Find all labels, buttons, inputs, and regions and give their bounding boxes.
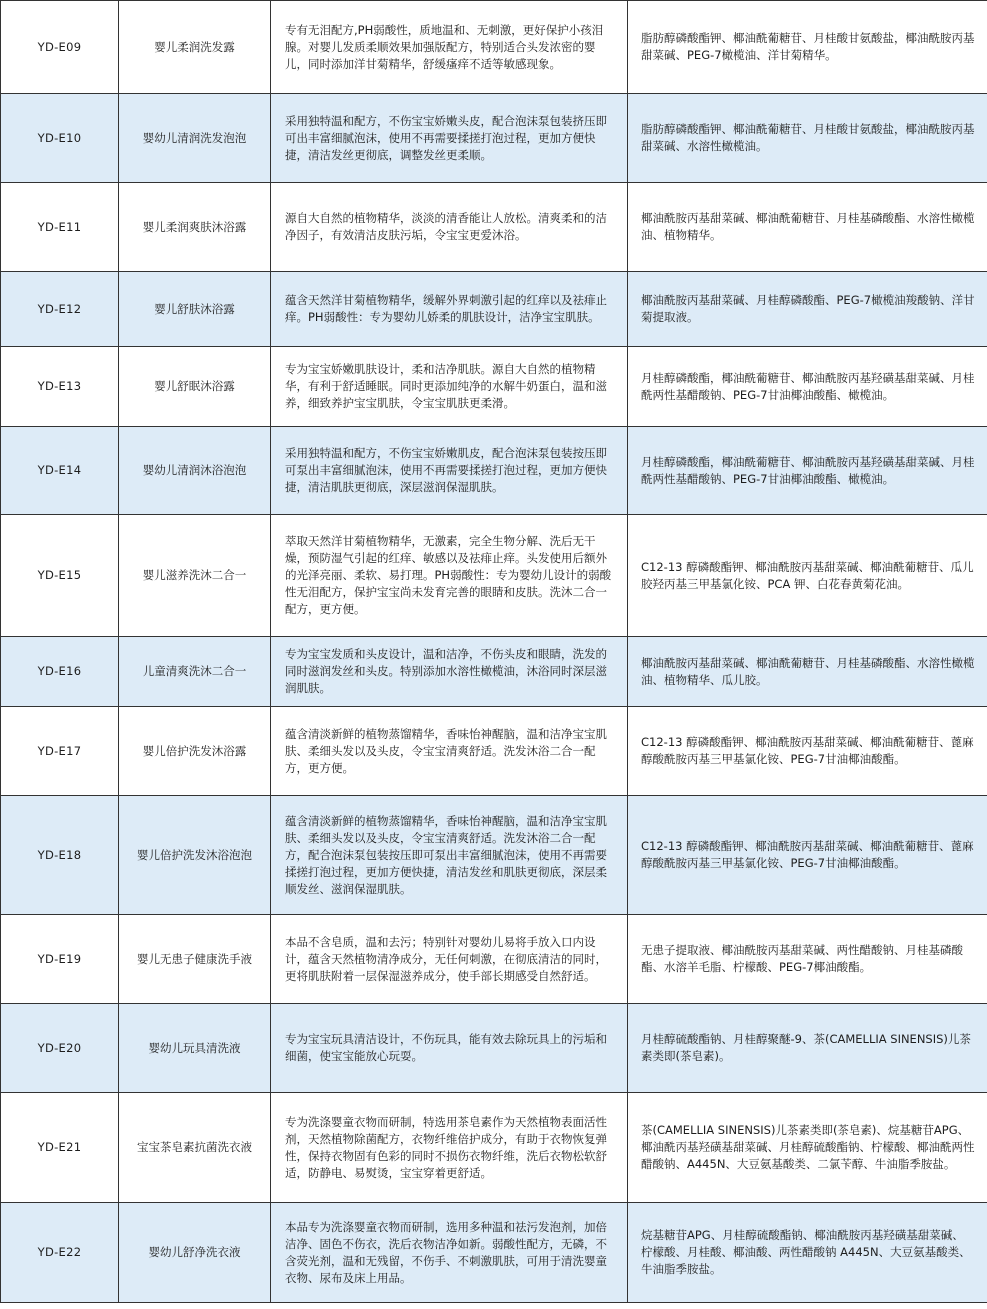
table-row: [1, 915, 987, 1004]
product-name: 婴幼儿舒净洗衣液: [119, 1203, 271, 1303]
product-description: 专为宝宝娇嫩肌肤设计，柔和洁净肌肤。源自大自然的植物精华，有利于舒适睡眠。同时更添加纯净的水解牛奶蛋白，温和滋养，细致养护宝宝肌肤，令宝宝肌肤更柔滑。: [271, 347, 628, 427]
table-row: [1, 272, 987, 347]
product-description: 蕴含清淡新鲜的植物蒸馏精华，香味怡神醒脑，温和洁净宝宝肌肤、柔细头发以及头皮，令宝宝清爽舒适。洗发沐浴二合一配方，更方便。: [271, 707, 628, 796]
product-code: YD-E21: [1, 1093, 119, 1203]
table-row: [1, 1093, 987, 1203]
product-ingredients: 脂肪醇磷酸酯钾、椰油酰葡糖苷、月桂酸甘氨酸盐，椰油酰胺丙基甜菜碱、水溶性橄榄油。: [628, 94, 987, 183]
product-description: 专为洗涤婴童衣物而研制，特选用茶皂素作为天然植物表面活性剂，天然植物除菌配方，衣物纤维倍护成分，有助于衣物恢复弹性，保持衣物固有色彩的同时不损伤衣物纤维，洗后衣物松软舒适，防静电、易熨烫，宝宝穿着更舒适。: [271, 1093, 628, 1203]
product-name: 宝宝茶皂素抗菌洗衣液: [119, 1093, 271, 1203]
product-ingredients: C12-13 醇磷酸酯钾、椰油酰胺丙基甜菜碱、椰油酰葡糖苷、蓖麻醇酸酰胺丙基三甲基氯化铵、PEG-7甘油椰油酸酯。: [628, 707, 987, 796]
product-name: 婴儿无患子健康洗手液: [119, 915, 271, 1004]
product-description: 专有无泪配方,PH弱酸性，质地温和、无刺激，更好保护小孩泪腺。对婴儿发质柔顺效果加强版配方，特别适合头发浓密的婴儿，同时添加洋甘菊精华，舒缓瘙痒不适等敏感现象。: [271, 1, 628, 94]
table-row: [1, 637, 987, 707]
product-code: YD-E14: [1, 427, 119, 515]
product-description: 源自大自然的植物精华，淡淡的清香能让人放松。清爽柔和的洁净因子，有效清洁皮肤污垢，令宝宝更爱沐浴。: [271, 183, 628, 272]
product-ingredients: 无患子提取液、椰油酰胺丙基甜菜碱、两性醋酸钠、月桂基磷酸酯、水溶羊毛脂、柠檬酸、PEG-7椰油酸酯。: [628, 915, 987, 1004]
table-row: [1, 1, 987, 94]
product-code: YD-E19: [1, 915, 119, 1004]
product-ingredients: C12-13 醇磷酸酯钾、椰油酰胺丙基甜菜碱、椰油酰葡糖苷、瓜儿胶羟丙基三甲基氯化铵、PCA 钾、白花春黄菊花油。: [628, 515, 987, 637]
product-name: 婴儿倍护洗发沐浴露: [119, 707, 271, 796]
table-row: [1, 183, 987, 272]
table-row: [1, 427, 987, 515]
product-ingredients: 烷基糖苷APG、月桂醇硫酸酯钠、椰油酰胺丙基羟磺基甜菜碱、柠檬酸、月桂酸、椰油酸、两性醋酸钠 A445N、大豆氨基酸类、牛油脂季胺盐。: [628, 1203, 987, 1303]
product-ingredients: C12-13 醇磷酸酯钾、椰油酰胺丙基甜菜碱、椰油酰葡糖苷、蓖麻醇酸酰胺丙基三甲基氯化铵、PEG-7甘油椰油酸酯。: [628, 796, 987, 915]
product-name: 婴儿柔润爽肤沐浴露: [119, 183, 271, 272]
product-ingredients: 脂肪醇磷酸酯钾、椰油酰葡糖苷、月桂酸甘氨酸盐，椰油酰胺丙基甜菜碱、PEG-7橄榄油、洋甘菊精华。: [628, 1, 987, 94]
product-ingredients: 茶(CAMELLIA SINENSIS)儿茶素类即(茶皂素)、烷基糖苷APG、椰油酰丙基羟磺基甜菜碱、月桂醇硫酸酯钠、柠檬酸、椰油酰两性醋酸钠、A445N、大豆氨基酸类、二氯苄醇、牛油脂季胺盐。: [628, 1093, 987, 1203]
product-ingredients: 椰油酰胺丙基甜菜碱、椰油酰葡糖苷、月桂基磷酸酯、水溶性橄榄油、植物精华、瓜儿胶。: [628, 637, 987, 707]
product-ingredients: 椰油酰胺丙基甜菜碱、月桂醇磷酸酯、PEG-7橄榄油羧酸钠、洋甘菊提取液。: [628, 272, 987, 347]
product-name: 婴儿倍护洗发沐浴泡泡: [119, 796, 271, 915]
product-code: YD-E17: [1, 707, 119, 796]
table-row: [1, 94, 987, 183]
product-description: 采用独特温和配方，不伤宝宝娇嫩肌皮，配合泡沫泵包装按压即可泵出丰富细腻泡沫，使用不再需要揉搓打泡过程，更加方便快捷，清洁肌肤更彻底，深层滋润保湿肌肤。: [271, 427, 628, 515]
product-ingredients: 月桂醇磷酸酯，椰油酰葡糖苷、椰油酰胺丙基羟磺基甜菜碱、月桂酰两性基醋酸钠、PEG-7甘油椰油酸酯、橄榄油。: [628, 427, 987, 515]
product-code: YD-E20: [1, 1004, 119, 1093]
product-name: 婴儿柔润洗发露: [119, 1, 271, 94]
product-code: YD-E16: [1, 637, 119, 707]
product-name: 婴幼儿玩具清洗液: [119, 1004, 271, 1093]
product-code: YD-E22: [1, 1203, 119, 1303]
table-row: [1, 515, 987, 637]
product-description: 本品不含皂质，温和去污；特别针对婴幼儿易将手放入口内设计，蕴含天然植物清净成分，无任何刺激，在彻底清洁的同时，更将肌肤附着一层保湿滋养成分，使手部长期感受自然舒适。: [271, 915, 628, 1004]
table-row: [1, 1004, 987, 1093]
product-description: 采用独特温和配方，不伤宝宝娇嫩头皮，配合泡沫泵包装挤压即可出丰富细腻泡沫，使用不再需要揉搓打泡过程，更加方便快捷，清洁发丝更彻底，调整发丝更柔顺。: [271, 94, 628, 183]
product-name: 婴儿滋养洗沐二合一: [119, 515, 271, 637]
table-row: [1, 347, 987, 427]
product-code: YD-E11: [1, 183, 119, 272]
table-row: [1, 1203, 987, 1303]
product-description: 萃取天然洋甘菊植物精华，无激素，完全生物分解、洗后无干燥，预防湿气引起的红痒、敏感以及祛痱止痒。头发使用后额外的光泽亮丽、柔软、易打理。PH弱酸性：专为婴幼儿设计的弱酸性无泪配方，保护宝宝尚未发育完善的眼睛和皮肤。洗沐二合一配方，更方便。: [271, 515, 628, 637]
product-code: YD-E18: [1, 796, 119, 915]
product-code: YD-E09: [1, 1, 119, 94]
product-code: YD-E10: [1, 94, 119, 183]
product-description: 专为宝宝发质和头皮设计，温和洁净，不伤头皮和眼睛，洗发的同时滋润发丝和头皮。特别添加水溶性橄榄油，沐浴同时深层滋润肌肤。: [271, 637, 628, 707]
product-description: 专为宝宝玩具清洁设计，不伤玩具，能有效去除玩具上的污垢和细菌，使宝宝能放心玩耍。: [271, 1004, 628, 1093]
product-name: 婴儿舒眠沐浴露: [119, 347, 271, 427]
table-row: [1, 707, 987, 796]
product-name: 婴幼儿清润洗发泡泡: [119, 94, 271, 183]
product-code: YD-E15: [1, 515, 119, 637]
product-name: 儿童清爽洗沐二合一: [119, 637, 271, 707]
product-ingredients: 椰油酰胺丙基甜菜碱、椰油酰葡糖苷、月桂基磷酸酯、水溶性橄榄油、植物精华。: [628, 183, 987, 272]
product-name: 婴幼儿清润沐浴泡泡: [119, 427, 271, 515]
product-description: 本品专为洗涤婴童衣物而研制，选用多种温和祛污发泡剂，加倍洁净、固色不伤衣，洗后衣物洁净如新。弱酸性配方，无磷，不含荧光剂，温和无残留，不伤手、不刺激肌肤，可用于清洗婴童衣物、尿布及床上用品。: [271, 1203, 628, 1303]
product-name: 婴儿舒肤沐浴露: [119, 272, 271, 347]
product-description: 蕴含清淡新鲜的植物蒸馏精华，香味怡神醒脑，温和洁净宝宝肌肤、柔细头发以及头皮，令宝宝清爽舒适。洗发沐浴二合一配方，配合泡沫泵包装按压即可泵出丰富细腻泡沫，使用不再需要揉搓打泡过程，更加方便快捷，清洁发丝和肌肤更彻底，深层柔顺发丝、滋润保湿肌肤。: [271, 796, 628, 915]
product-ingredients: 月桂醇磷酸酯，椰油酰葡糖苷、椰油酰胺丙基羟磺基甜菜碱、月桂酰两性基醋酸钠、PEG-7甘油椰油酸酯、橄榄油。: [628, 347, 987, 427]
product-code: YD-E13: [1, 347, 119, 427]
product-ingredients: 月桂醇硫酸酯钠、月桂醇聚醚-9、茶(CAMELLIA SINENSIS)儿茶素类即(茶皂素)。: [628, 1004, 987, 1093]
product-code: YD-E12: [1, 272, 119, 347]
table-row: [1, 796, 987, 915]
product-description: 蕴含天然洋甘菊植物精华，缓解外界刺激引起的红痒以及祛痱止痒。PH弱酸性：专为婴幼儿娇柔的肌肤设计，洁净宝宝肌肤。: [271, 272, 628, 347]
